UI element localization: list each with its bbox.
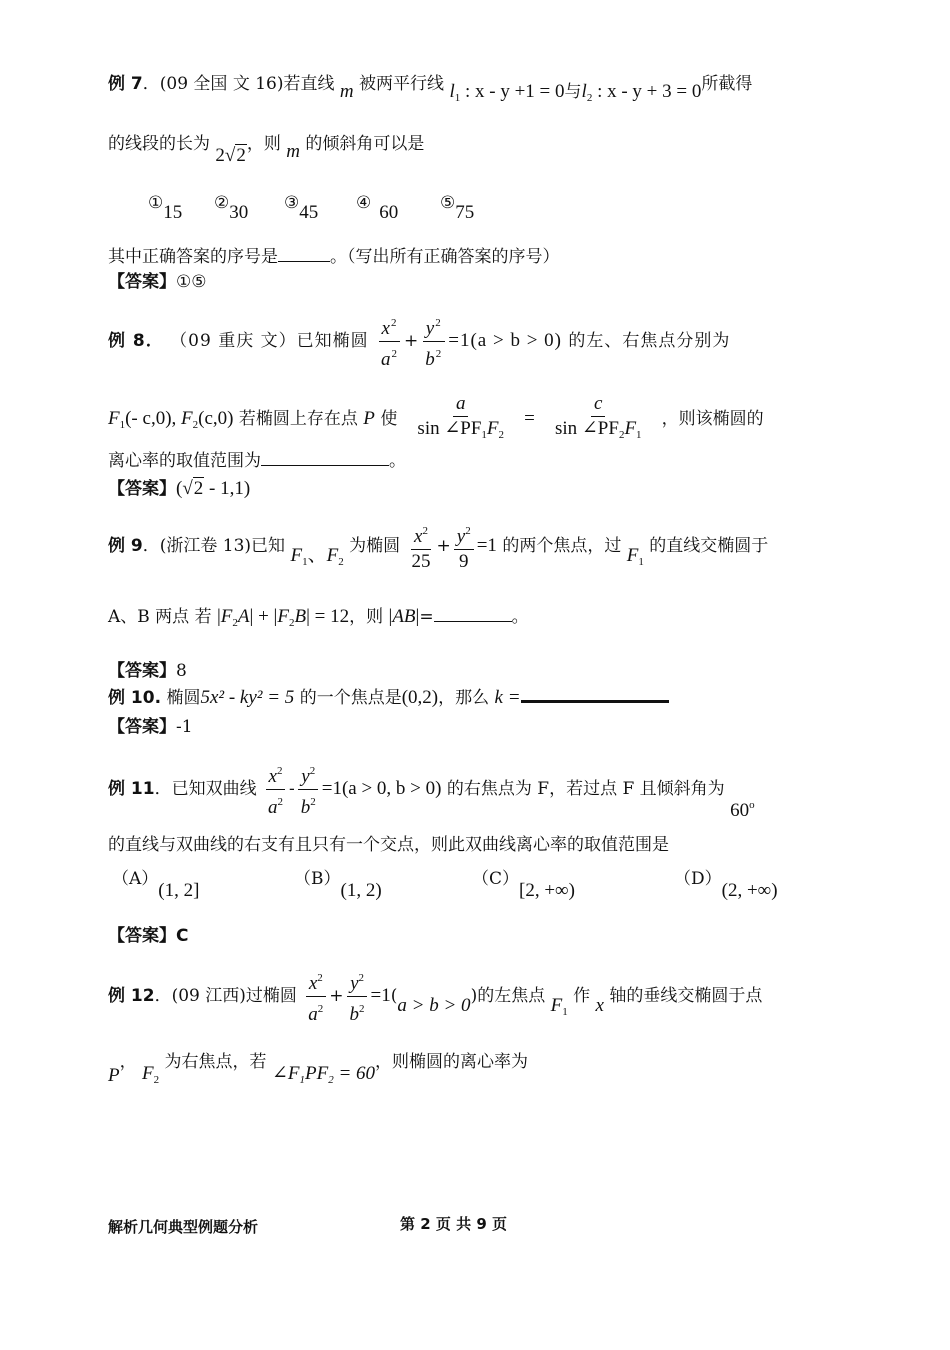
- ex7-line2: 的线段的长为 2√2，则 m 的倾斜角可以是: [108, 134, 425, 166]
- ex7-option-4: ④ 60: [356, 193, 399, 223]
- ex10-line: 例 10. 椭圆5x² - ky² = 5 的一个焦点是(0,2)，那么 k =: [108, 686, 669, 710]
- ex9-line1: 例 9．(浙江卷 13)已知 $F_1$、$F_2$ 为椭圆 $\frac{x^2}{25}$ + $\frac{y^2}{9}$ =1 的两个焦点，过 $F_1$ 的直线交椭圆于: [108, 520, 768, 574]
- ex12-line1: 例 12．(09 江西)过椭圆 $\frac{x^2}{a^2}$ + $\frac{y^2}{b^2}$ =1(a > b > 0)的左焦点 $F_1$ 作 x 轴的垂线交椭圆于点: [108, 967, 762, 1026]
- ex7-label: 例 7: [108, 74, 143, 94]
- ex11-choice-c: （C）[2, +∞): [472, 869, 575, 901]
- ex12-line2: P， $F_2$ 为右焦点，若 $\angle F_1PF_2 = 60$，则椭圆的离心率为: [108, 1052, 529, 1086]
- ex7-line1: 例 7．(09 全国 文 16)若直线 m 被两平行线 $l_1$ : x - y +1 = 0与$l_2$ : x - y + 3 = 0所截得: [108, 74, 753, 104]
- ex8-fraction-x: $\frac{x^2}{a^2}$: [378, 312, 401, 371]
- ex9-answer: 【答案】8: [108, 661, 187, 681]
- answer-blank: [278, 245, 330, 262]
- ex8-fraction-c: $\frac{c}{\sin \angle PF_2F_1}$: [554, 393, 642, 441]
- ex11-fraction-x: $\frac{x^2}{a^2}$: [265, 760, 286, 819]
- ex7-answer: 【答案】①⑤: [108, 272, 207, 292]
- answer-blank: [521, 686, 669, 703]
- ex9-fraction-x: $\frac{x^2}{25}$: [409, 520, 434, 573]
- answer-blank: [434, 609, 512, 622]
- ex8-line2: $F_1(-$ c,0), $F_2(c,0)$ 若椭圆上存在点 P 使 $\frac{a}{\sin \angle PF_1F_2}$ = $\frac{c}{\sin \angle PF_2F_1}$ ，则该椭圆的: [108, 393, 764, 446]
- ex11-fraction-y: $\frac{y^2}{b^2}$: [298, 760, 319, 819]
- ex12-fraction-y: $\frac{y^2}{b^2}$: [347, 967, 368, 1026]
- ex7-option-2: ②30: [214, 193, 249, 223]
- ex10-answer: 【答案】-1: [108, 717, 193, 737]
- footer-title: 解析几何典型例题分析: [108, 1218, 259, 1236]
- ex11-line1: 例 11．已知双曲线 $\frac{x^2}{a^2}$ - $\frac{y^2}{b^2}$ =1(a > 0, b > 0) 的右焦点为 F，若过点 F 且倾斜角为 60$^o$: [108, 760, 755, 823]
- ex7-option-1: ①15: [148, 193, 183, 223]
- ex9-line2: A、B 两点 若 $|F_2A| + |F_2B| = 12$，则 |AB|= 。: [108, 606, 529, 629]
- ex7-option-3: ③45: [284, 193, 319, 223]
- ex11-choice-b: （B）(1, 2): [294, 869, 382, 901]
- ex11-line2: 的直线与双曲线的右支有且只有一个交点，则此双曲线离心率的取值范围是: [108, 835, 669, 855]
- ex7-option-5: ⑤75: [440, 193, 475, 223]
- ex7-question: 其中正确答案的序号是 。（写出所有正确答案的序号）: [108, 247, 560, 267]
- ex11-choice-a: （A）(1, 2]: [112, 869, 200, 901]
- ex8-answer: 【答案】(√2 - 1,1): [108, 478, 251, 499]
- footer-page-number: 第 2 页 共 9 页: [400, 1215, 507, 1233]
- ex11-answer: 【答案】C: [108, 926, 189, 946]
- ex9-fraction-y: $\frac{y^2}{9}$: [454, 520, 474, 573]
- ex8-fraction-y: $\frac{y^2}{b^2}$: [422, 312, 445, 371]
- ex12-fraction-x: $\frac{x^2}{a^2}$: [305, 967, 326, 1026]
- ex11-choice-d: （D）(2, +∞): [674, 869, 778, 901]
- ex8-fraction-a: $\frac{a}{\sin \angle PF_1F_2}$: [417, 393, 505, 441]
- answer-blank: [261, 449, 389, 466]
- ex8-line1: 例 8． （09 重庆 文）已知椭圆 $\frac{x^2}{a^2}$ + $\frac{y^2}{b^2}$ =1(a > b > 0) 的左、右焦点分别为: [108, 312, 730, 371]
- ex8-line3: 离心率的取值范围为 。: [108, 451, 406, 471]
